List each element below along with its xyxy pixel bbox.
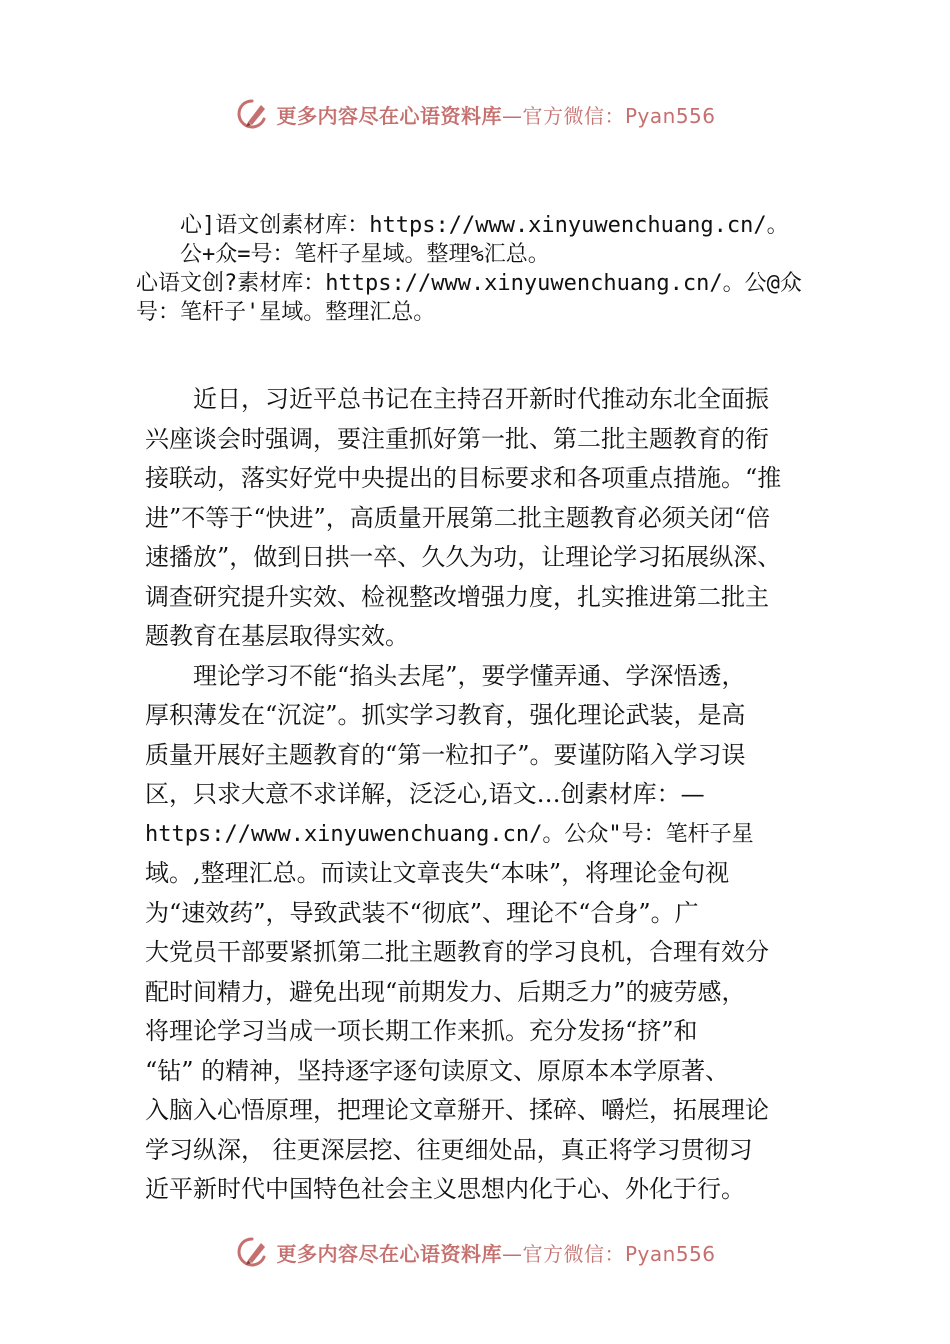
- footer-brand: 更多内容尽在心语资料库: [276, 1241, 502, 1266]
- body-line: 题教育在基层取得实效。: [145, 622, 409, 650]
- body-line: 区，只求大意不求详解，泛泛心,语文…创素材库：—: [145, 780, 705, 808]
- footer-banner-text: [276, 1238, 715, 1267]
- watermark-line-2: 公+众=号：笔杆子星域。整理%汇总。: [180, 242, 550, 267]
- body-line: 接联动，落实好党中央提出的目标要求和各项重点措施。“推: [145, 464, 782, 492]
- body-line: 理论学习不能“掐头去尾”，要学懂弄通、学深悟透，: [145, 661, 746, 690]
- body-line: 学习纵深， 往更深层挖、往更细处品，真正将学习贯彻习: [145, 1135, 753, 1164]
- body-line: 质量开展好主题教育的“第一粒扣子”。要谨防陷入学习误: [145, 740, 746, 769]
- body-line: 兴座谈会时强调，要注重抓好第一批、第二批主题教育的衔: [145, 424, 769, 453]
- watermark-line-4: 号：笔杆子'星域。整理汇总。: [136, 300, 436, 325]
- header-wechat-id: Pyan556: [624, 103, 716, 128]
- body-line: 大党员干部要紧抓第二批主题教育的学习良机，合理有效分: [145, 938, 769, 966]
- header-banner: [0, 94, 950, 134]
- body-line: 近平新时代中国特色社会主义思想内化于心、外化于行。: [145, 1175, 745, 1203]
- watermark-line-3: 心语文创?素材库：https://www.xinyuwenchuang.cn/。公@众: [136, 271, 802, 296]
- header-brand: 更多内容尽在心语资料库: [276, 103, 502, 128]
- body-line: 配时间精力，避免出现“前期发力、后期乏力”的疲劳感，: [145, 977, 746, 1006]
- body-line: “钻” 的精神，坚持逐字逐句读原文、原原本本学原著、: [145, 1056, 730, 1085]
- footer-wechat-label: 官方微信：: [522, 1241, 625, 1266]
- footer-wechat-id: Pyan556: [624, 1241, 716, 1266]
- article-body: [145, 380, 815, 1210]
- footer-banner: [0, 1232, 950, 1272]
- header-wechat-label: 官方微信：: [522, 103, 625, 128]
- body-line: 入脑入心悟原理，把理论文章掰开、揉碎、嚼烂，拓展理论: [145, 1096, 769, 1124]
- body-line: 厚积薄发在“沉淀”。抓实学习教育，强化理论武装，是高: [145, 701, 746, 729]
- body-line: 域。,整理汇总。而读让文章丧失“本味”，将理论金句视: [145, 859, 730, 887]
- pen-logo-icon: [234, 96, 270, 132]
- body-line: https://www.xinyuwenchuang.cn/。公众"号：笔杆子星: [145, 821, 754, 847]
- pen-logo-icon: [234, 1234, 270, 1270]
- body-line: 进”不等于“快进”，高质量开展第二批主题教育必须关闭“倍: [145, 503, 771, 532]
- footer-separator: —: [501, 1241, 523, 1266]
- body-line: 为“速效药”，导致武装不“彻底”、理论不“合身”。广: [145, 898, 699, 927]
- body-line: 速播放”，做到日拱一卒、久久为功，让理论学习拓展纵深、: [145, 543, 782, 571]
- header-separator: —: [501, 103, 523, 128]
- watermark-line-1: 心]语文创素材库：https://www.xinyuwenchuang.cn/。: [180, 213, 789, 238]
- header-banner-text: [276, 100, 715, 129]
- body-line: 调查研究提升实效、检视整改增强力度，扎实推进第二批主: [145, 582, 769, 611]
- body-line: 近日，习近平总书记在主持召开新时代推动东北全面振: [145, 385, 769, 413]
- body-line: 将理论学习当成一项长期工作来抓。充分发扬“挤”和: [145, 1017, 698, 1045]
